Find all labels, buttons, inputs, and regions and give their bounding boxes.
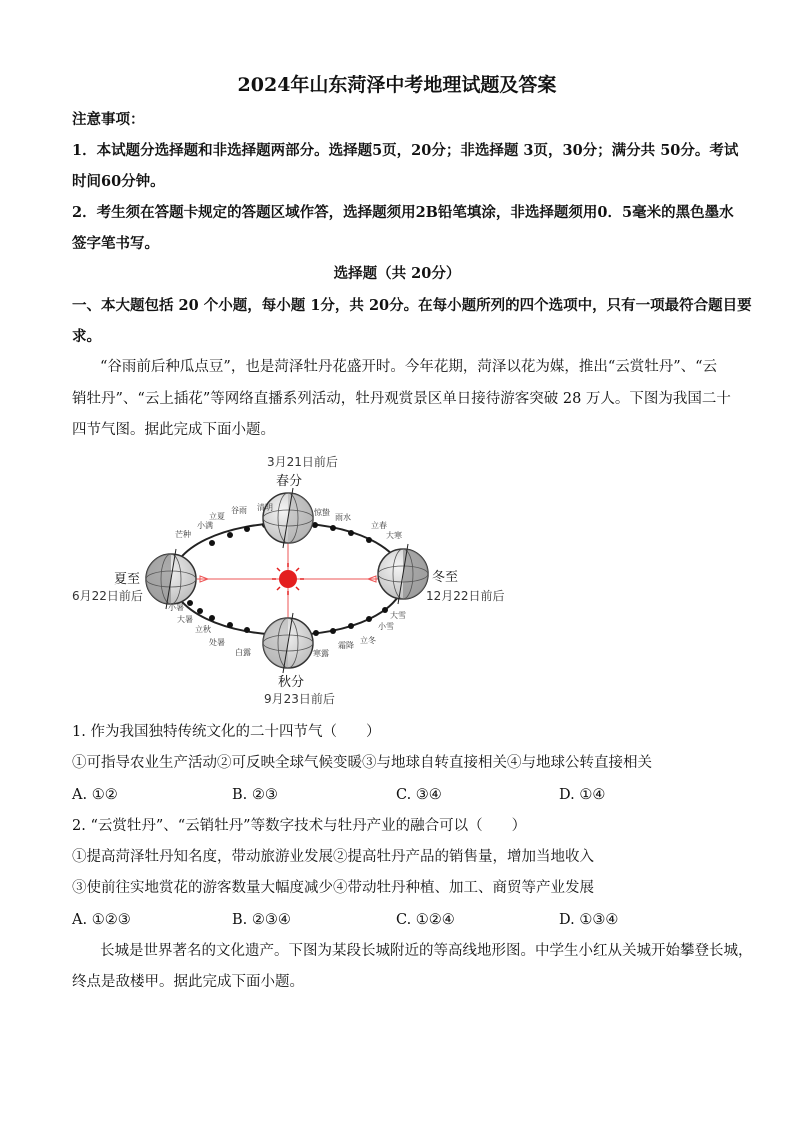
q2-option-b[interactable]: B. ②③④ — [232, 912, 291, 928]
notice-item-2: 2．考生须在答题卡规定的答题区域作答，选择题须用2B铅笔填涂，非选择题须用0．5毫米的黑色墨水 — [72, 204, 734, 221]
summer-name-label: 夏至 — [114, 572, 141, 587]
globe-autumn — [263, 613, 313, 673]
q1-option-c[interactable]: C. ③④ — [396, 787, 442, 803]
notice-item-1: 1．本试题分选择题和非选择题两部分。选择题5页，20分；非选择题 3页，30分；满分共 50分。考试 — [72, 142, 739, 159]
notice-heading: 注意事项： — [72, 111, 145, 128]
q2-option-a[interactable]: A. ①②③ — [72, 912, 131, 928]
passage1-line1: “谷雨前后种瓜点豆”，也是菏泽牡丹花盛开时。今年花期，菏泽以花为媒，推出“云赏牡丹”、“云 — [100, 359, 718, 375]
term-shuangjiang: 霜降 — [338, 641, 354, 650]
term-lidong: 立冬 — [360, 636, 376, 645]
passage2-line2: 终点是敌楼甲。据此完成下面小题。 — [72, 974, 304, 990]
q1-items: ①可指导农业生产活动②可反映全球气候变暖③与地球自转直接相关④与地球公转直接相关 — [72, 755, 652, 771]
section-instruction: 一、本大题包括 20 个小题，每小题 1分，共 20分。在每小题所列的四个选项中，只有一项最符合题目要 — [72, 297, 752, 314]
spring-date-label: 3月21日前后 — [267, 455, 338, 469]
term-hanlu: 寒露 — [313, 649, 329, 658]
passage2-line1: 长城是世界著名的文化遗产。下图为某段长城附近的等高线地形图。中学生小红从关城开始攀登长城， — [100, 943, 753, 959]
term-yushui: 雨水 — [335, 513, 351, 522]
autumn-date-label: 9月23日前后 — [264, 692, 335, 706]
term-dashu: 大暑 — [177, 615, 193, 624]
section-heading: 选择题（共 20分） — [333, 265, 461, 282]
passage1-line2: 销牡丹”、“云上插花”等网络直播系列活动，牡丹观赏景区单日接待游客突破 28 万人。下图为我国二十 — [72, 391, 731, 407]
term-dahan: 大寒 — [386, 531, 402, 540]
winter-name-label: 冬至 — [432, 570, 459, 585]
term-guyu: 谷雨 — [231, 506, 247, 515]
winter-date-label: 12月22日前后 — [426, 589, 505, 603]
globe-spring — [263, 488, 313, 548]
section-instruction-cont: 求。 — [72, 328, 101, 345]
summer-date-label: 6月22日前后 — [72, 589, 143, 603]
term-daxue: 大雪 — [390, 611, 406, 620]
term-xiaoshu: 小暑 — [168, 603, 184, 612]
q2-items-2: ③使前往实地赏花的游客数量大幅度减少④带动牡丹种植、加工、商贸等产业发展 — [72, 880, 594, 896]
page-title: 2024年山东菏泽中考地理试题及答案 — [237, 74, 557, 96]
passage1-line3: 四节气图。据此完成下面小题。 — [72, 422, 275, 438]
solar-terms-diagram — [60, 448, 520, 710]
term-xiaoxue: 小雪 — [378, 622, 394, 631]
q1-stem: 1. 作为我国独特传统文化的二十四节气（ ） — [72, 724, 381, 740]
q2-items-1: ①提高菏泽牡丹知名度，带动旅游业发展②提高牡丹产品的销售量，增加当地收入 — [72, 849, 594, 865]
term-lichun: 立春 — [371, 521, 387, 530]
q2-option-d[interactable]: D. ①③④ — [559, 912, 619, 928]
globe-summer — [146, 549, 196, 609]
spring-name-label: 春分 — [276, 474, 303, 489]
globe-winter — [378, 544, 428, 604]
notice-item-1-cont: 时间60分钟。 — [72, 173, 165, 190]
autumn-name-label: 秋分 — [278, 675, 305, 690]
term-jingzhe: 惊蛰 — [314, 508, 330, 517]
term-qingming: 清明 — [257, 503, 273, 512]
q1-option-d[interactable]: D. ①④ — [559, 787, 606, 803]
q2-stem: 2. “云赏牡丹”、“云销牡丹”等数字技术与牡丹产业的融合可以（ ） — [72, 818, 527, 834]
q1-option-a[interactable]: A. ①② — [72, 787, 118, 803]
term-xiaoman: 小满 — [197, 521, 213, 530]
term-chushu: 处暑 — [209, 638, 225, 647]
q1-option-b[interactable]: B. ②③ — [232, 787, 278, 803]
term-bailu: 白露 — [235, 648, 251, 657]
notice-item-2-cont: 签字笔书写。 — [72, 235, 159, 252]
term-lixia: 立夏 — [209, 512, 225, 521]
term-mangzhong: 芒种 — [175, 530, 191, 539]
term-liqiu: 立秋 — [195, 625, 211, 634]
q2-option-c[interactable]: C. ①②④ — [396, 912, 455, 928]
